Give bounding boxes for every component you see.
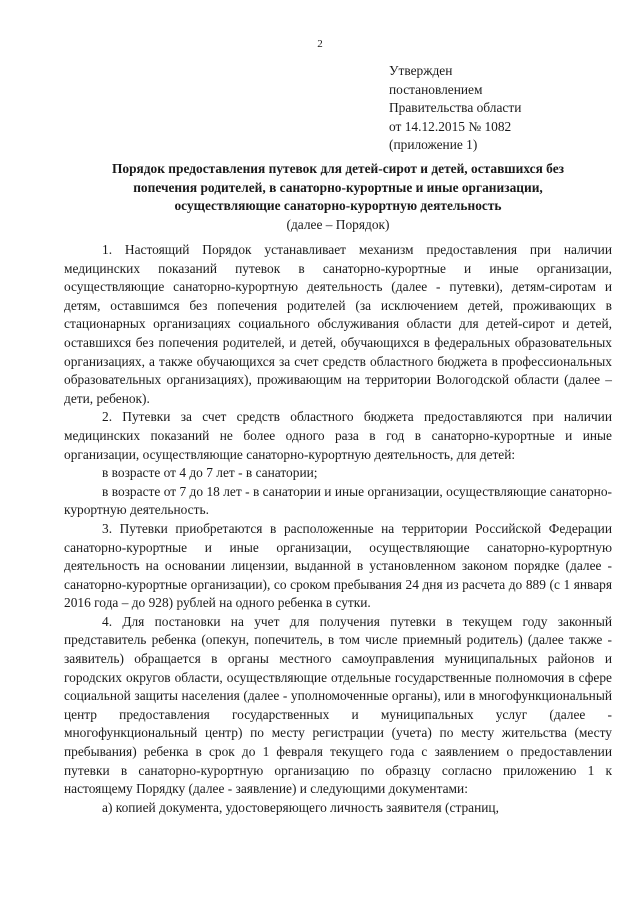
approval-line: Утвержден [389, 63, 453, 78]
paragraph: 2. Путевки за счет средств областного бюджета предоставляются при наличии медицинских показаний не более одного раза в год в санаторно-курортные и иные организации, осуществляющие санаторно-курортную деятельность, для детей: [64, 409, 612, 462]
approval-line: Правительства области [389, 100, 522, 116]
title-line: попечения родителей, в санаторно-курортные и иные организации, [133, 179, 543, 195]
title-line: осуществляющие санаторно-курортную деятельность [174, 198, 502, 213]
title-subtitle: (далее – Порядок) [286, 216, 390, 232]
approval-line: (приложение 1) [389, 137, 478, 153]
paragraph: 4. Для постановки на учет для получения путевки в текущем году законный представитель ребенка (опекун, попечитель, в том числе приемный родитель) (далее также - заявитель) обращается в органы местного самоуправления муниципальных районов и городских округов области, осуществляющие отдельные государственные полномочия в сфере социальной защиты населения (далее - уполномоченные органы), или в многофункциональный центр предоставления государственных и муниципальных услуг (далее - многофункциональный центр) по месту регистрации (учета) по месту жительства (месту пребывания) ребенка в срок до 1 февраля текущего года с заявлением о предоставлении путевки в санаторно-курортную организацию по образцу согласно приложению 1 к настоящему Порядку (далее - заявление) и следующими документами: [64, 613, 612, 797]
document-body [64, 241, 612, 817]
title-line: Порядок предоставления путевок для детей-сирот и детей, оставшихся без [111, 161, 565, 176]
document-title [64, 160, 612, 234]
page-number: 2 [317, 38, 323, 50]
approval-line: постановлением [389, 81, 483, 97]
paragraph: а) копией документа, удостоверяющего личность заявителя (страниц, [102, 799, 499, 815]
paragraph: 1. Настоящий Порядок устанавливает механизм предоставления при наличии медицинских показаний путевок в санаторно-курортные и иные организации, осуществляющие санаторно-курортную деятельность (далее - путевки), детям-сиротам и детям, оставшимся без попечения родителей (за исключением детей, проживающих в стационарных организациях социального обслуживания области для детей-сирот и детей, оставшихся без попечения родителей, и детей, обучающихся в федеральных образовательных организациях, а также обучающихся за счет средств областного бюджета в профессиональных образовательных организациях), проживающим на территории Вологодской области (далее – дети, ребенок). [64, 242, 612, 406]
paragraph: в возрасте от 4 до 7 лет - в санатории; [102, 465, 318, 481]
paragraph: 3. Путевки приобретаются в расположенные на территории Российской Федерации санаторно-курортные и иные организации, осуществляющие санаторно-курортную деятельность на основании лицензии, выданной в установленном законом порядке (далее - санаторно-курортные организации), со сроком пребывания 24 дня из расчета до 889 (с 1 января 2016 года – до 928) рублей на одного ребенка в сутки. [64, 520, 612, 611]
paragraph: в возрасте от 7 до 18 лет - в санатории и иные организации, осуществляющие санаторно-курортную деятельность. [64, 483, 612, 518]
approval-line: от 14.12.2015 № 1082 [389, 118, 512, 134]
approval-block [389, 62, 521, 155]
